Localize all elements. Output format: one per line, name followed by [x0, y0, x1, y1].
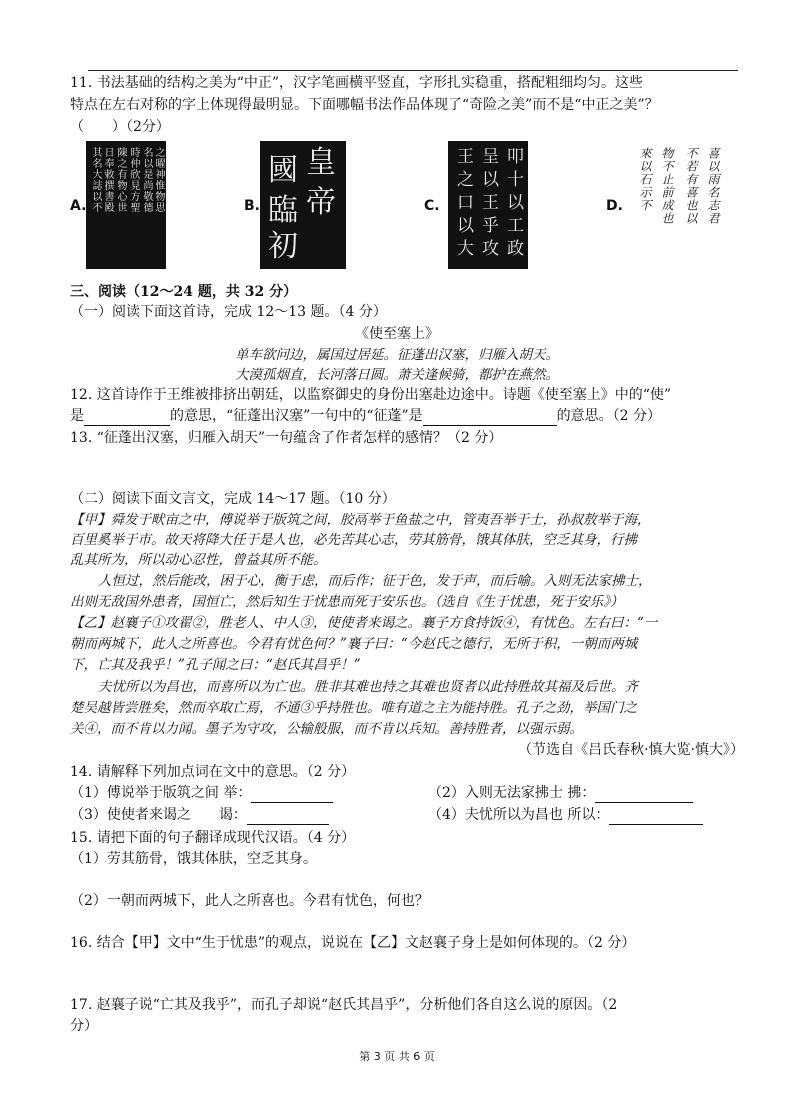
text-source: （节选自《吕氏春秋·慎大览·慎大》） — [518, 742, 744, 758]
q15-sentence2: （2）一朝而两城下，此人之所喜也。今君有忧色，何也？ — [70, 893, 429, 909]
text-yi-line6: 关④，而不肯以力闻。墨子为守攻，公输般服，而不肯以兵知。善持胜者，以强示弱。 — [70, 721, 583, 737]
callig-c-col: 叩十以工政 — [503, 147, 523, 262]
calligraphy-c-image — [448, 141, 528, 269]
q14-blank-1[interactable] — [251, 786, 333, 803]
callig-d-col: 來以石示不 — [638, 147, 652, 212]
q17-line1: 17. 赵襄子说“亡其及我乎”，而孔子却说“赵氏其昌乎”，分析他们各自这么说的原因。（2 — [70, 997, 618, 1013]
q12-text-c: 的意思。（2 分） — [556, 408, 661, 424]
q15-sentence1: （1）劳其筋骨，饿其体肤，空乏其身。 — [70, 851, 317, 867]
q17-line2: 分） — [70, 1018, 98, 1034]
text-yi-line2: 朝而两城下，此人之所喜也。今君有忧色何？”襄子曰：“今赵氏之德行，无所于积，一朝而两城 — [70, 636, 638, 652]
q14-item4-text: （4）夫忧所以为昌也 所以： — [428, 807, 610, 823]
q14-item2-text: （2）入则无法家拂士 拂： — [428, 785, 596, 801]
header-rule — [88, 70, 738, 71]
callig-a-col: 時仲欣見方聖 — [128, 147, 139, 213]
calligraphy-d-image — [630, 141, 726, 269]
text-yi-line3: 下，亡其及我乎！”孔子闻之曰：“赵氏其昌乎！” — [70, 657, 361, 673]
text-jia-line5: 出则无敌国外患者，国恒亡，然后知生于忧患而死于安乐也。（选自《生于忧患，死于安乐》） — [70, 594, 624, 610]
callig-a-col: 陳之有物心世 — [115, 147, 126, 213]
q14-item4 — [428, 805, 703, 825]
callig-a-col: 之曜神惟物思 — [153, 147, 164, 213]
q12-line2 — [70, 406, 661, 426]
q14-blank-2[interactable] — [595, 786, 693, 803]
q14-item1-text: （1）傅说举于版筑之间 举： — [70, 785, 252, 801]
q12-text-a: 是 — [70, 408, 84, 424]
text-jia-line1: 【甲】舜发于畎亩之中，傅说举于版筑之间，胶鬲举于鱼盐之中，管夷吾举于士，孙叔敖举于海， — [70, 512, 651, 528]
q14-item1 — [70, 783, 333, 803]
q12-line1: 12. 这首诗作于王维被排挤出朝廷，以监察御史的身份出塞赴边途中。诗题《使至塞上》中的“使” — [70, 387, 672, 403]
q15-title: 15. 请把下面的句子翻译成现代汉语。（4 分） — [70, 830, 356, 846]
text-yi-line4: 夫忧所以为昌也，而喜所以为亡也。胜非其难也持之其难也贤者以此持胜故其福及后世。齐 — [98, 679, 638, 695]
q12-text-b: 的意思，“征蓬出汉塞”一句中的“征蓬”是 — [170, 408, 423, 424]
callig-d-col: 物不止前成也 — [660, 147, 674, 225]
text-jia-line3: 乱其所为，所以动心忍性，曾益其所不能。 — [70, 552, 327, 568]
callig-b-char: 臨 — [268, 193, 298, 228]
callig-b-char: 帝 — [306, 185, 336, 220]
option-c-label: C. — [424, 198, 440, 214]
poem-line2: 大漠孤烟直，长河落日圆。萧关逢候骑，都护在燕然。 — [235, 367, 559, 383]
q14-title: 14. 请解释下列加点词在文中的意思。（2 分） — [70, 764, 356, 780]
part1-title: （一）阅读下面这首诗，完成 12～13 题。（4 分） — [70, 304, 387, 320]
callig-b-char: 國 — [268, 153, 298, 188]
callig-b-char: 初 — [268, 229, 298, 264]
part2-title: （二）阅读下面文言文，完成 14～17 题。（10 分） — [70, 491, 396, 507]
option-b-label: B. — [244, 198, 260, 214]
text-yi-line5: 楚吴越皆尝胜矣，然而卒取亡焉，不通③乎持胜也。唯有道之主为能持胜。孔子之劲，举国门之 — [70, 700, 637, 716]
callig-a-col: 其名大誌以不 — [90, 147, 101, 213]
calligraphy-b-image — [260, 141, 346, 269]
callig-c-col: 王之口以大 — [453, 147, 473, 262]
option-d-label: D. — [606, 198, 623, 214]
text-jia-line2: 百里奚举于市。故天将降大任于是人也，必先苦其心志，劳其筋骨，饿其体肤，空乏其身，行拂 — [70, 532, 637, 548]
callig-a-col: 名以是尚敬德 — [141, 147, 152, 213]
q13-question: 13. “征蓬出汉塞，归雁入胡天”一句蕴含了作者怎样的感情？（2 分） — [70, 430, 503, 446]
callig-c-col: 呈以王乎攻 — [478, 147, 498, 262]
text-yi-line1: 【乙】赵襄子①攻翟②，胜老人、中人③，使使者来谒之。襄子方食持饭④，有忧色。左右曰：“一 — [70, 615, 658, 631]
callig-b-char: 皇 — [306, 145, 336, 180]
q14-item2 — [428, 783, 693, 803]
q14-blank-3[interactable] — [247, 808, 329, 825]
q11-line2: 特点在左右对称的字上体现得最明显。下面哪幅书法作品体现了“奇险之美”而不是“中正之美”？ — [70, 97, 659, 113]
calligraphy-a-image — [86, 141, 166, 269]
callig-d-col: 不若有喜也以 — [684, 147, 698, 225]
text-jia-line4: 人恒过，然后能改，困于心，衡于虑，而后作；征于色，发于声，而后喻。入则无法家拂士， — [98, 573, 652, 589]
page-footer: 第 3 页 共 6 页 — [359, 1050, 435, 1063]
q11-line1: 11. 书法基础的结构之美为“中正”，汉字笔画横平竖直，字形扎实稳重，搭配粗细均匀。这些 — [70, 75, 644, 91]
poem-title: 《使至塞上》 — [355, 326, 439, 342]
q14-item3-text: （3）使使者来谒之 谒： — [70, 807, 247, 823]
q16-question: 16. 结合【甲】文中“生于忧患”的观点，说说在【乙】文赵襄子身上是如何体现的。（2 分） — [70, 935, 636, 951]
q14-item3 — [70, 805, 329, 825]
poem-line1: 单车欲问边，属国过居延。征蓬出汉塞，归雁入胡天。 — [235, 347, 559, 363]
q12-blank-2[interactable] — [423, 409, 557, 426]
q14-blank-4[interactable] — [609, 808, 703, 825]
q12-blank-1[interactable] — [84, 409, 170, 426]
option-a-label: A. — [70, 198, 87, 214]
callig-d-col: 喜以雨名志君 — [706, 147, 720, 225]
q11-line3: （ ）（2分） — [70, 119, 170, 135]
callig-a-col: 日奉敕撰書殿 — [102, 147, 113, 213]
section-3-title: 三、阅读（12～24 题，共 32 分） — [70, 284, 298, 300]
